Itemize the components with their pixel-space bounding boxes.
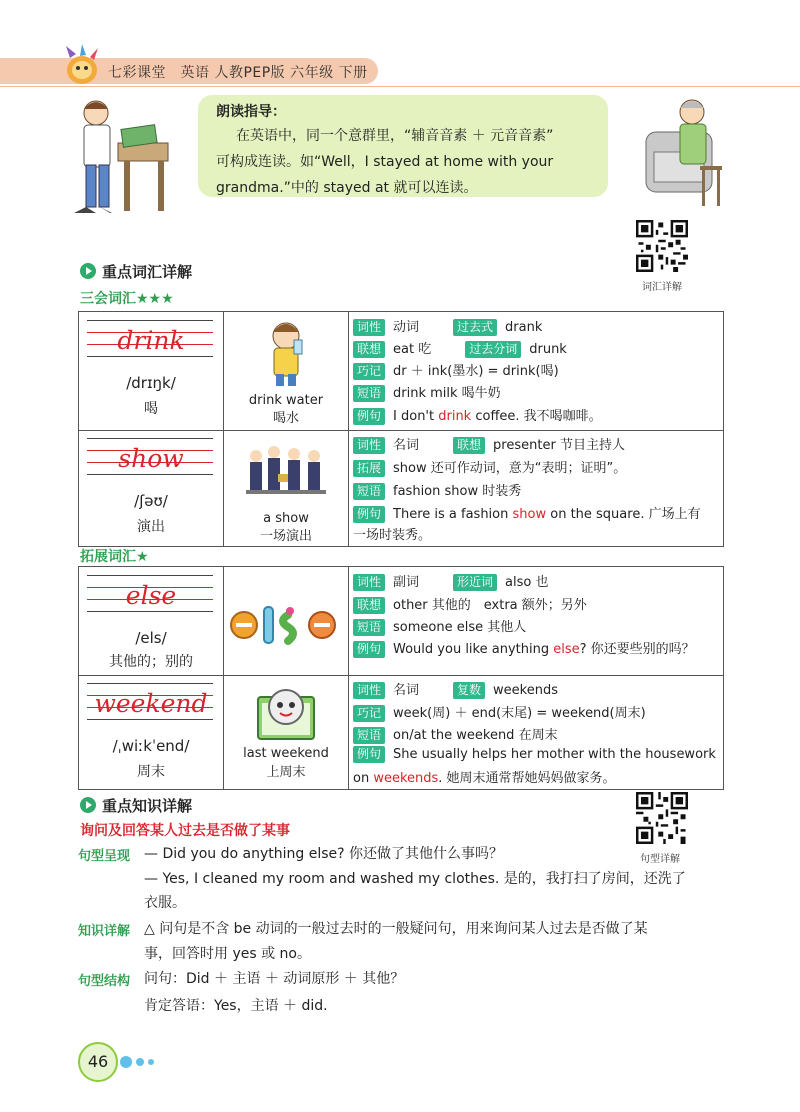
image-caption: a show (263, 511, 309, 526)
word-cell (79, 567, 224, 675)
word: drink (117, 326, 185, 355)
detail-text: drank (505, 320, 543, 335)
section-title: 重点知识详解 (102, 797, 193, 815)
structure-line: 肯定答语：Yes，主语 ＋ did. (144, 998, 328, 1014)
tag-label: 例句 (353, 746, 385, 763)
table-row (79, 567, 723, 676)
detail-text: fashion show 时装秀 (393, 484, 522, 499)
else-letters-illustration (230, 601, 342, 645)
detail-text: show 还可作动词，意为“表明；证明”。 (393, 461, 627, 476)
detail-text: . 她周末通常帮她妈妈做家务。 (438, 771, 616, 786)
table-row (79, 312, 723, 431)
image-caption: 一场演出 (259, 529, 312, 544)
topic-title: 询问及回答某人过去是否做了某事 (80, 823, 290, 839)
section-title: 重点词汇详解 (102, 263, 193, 281)
image-caption: 喝水 (272, 411, 299, 426)
detail-text: also 也 (505, 575, 549, 590)
detail-text: presenter 节目主持人 (493, 438, 625, 453)
tag-label: 联想 (353, 597, 385, 614)
detail-line (353, 724, 558, 744)
phonetic: /ˌwiːkˈend/ (112, 737, 190, 755)
vocab-table (78, 566, 724, 790)
detail-cell (349, 675, 723, 789)
detail-line (353, 338, 567, 358)
detail-line (353, 638, 695, 658)
weekend-calendar-illustration (254, 681, 318, 743)
detail-line (353, 405, 602, 425)
phonetic: /ʃəʊ/ (134, 492, 168, 510)
detail-line: △ 问句是不含 be 动词的一般过去时的一般疑问句，用来询问某人过去是否做了某 (144, 921, 648, 937)
table-row (79, 430, 723, 546)
reading-guide-title: 朗读指导： (216, 104, 286, 120)
detail-text: 副词 (393, 575, 420, 590)
phonetic: /els/ (135, 629, 167, 647)
tag-label: 拓展 (353, 460, 385, 477)
page-dot (148, 1059, 154, 1065)
tag-label: 联想 (453, 437, 485, 454)
page-dot (136, 1058, 144, 1066)
image-caption: 上周末 (266, 765, 306, 780)
tag-label: 复数 (453, 682, 485, 699)
page-dot (120, 1056, 132, 1068)
detail-text: 名词 (393, 438, 420, 453)
detail-line (353, 679, 558, 699)
detail-text: eat 吃 (393, 342, 432, 357)
detail-line (353, 571, 548, 591)
play-icon (80, 797, 96, 813)
label-knowledge-detail: 知识详解 (78, 924, 131, 939)
grandma-armchair-illustration (640, 92, 728, 210)
reading-guide-line: 在英语中，同一个意群里，“辅音音素 ＋ 元音音素” (236, 128, 554, 144)
detail-line (353, 746, 716, 763)
page-number: 46 (78, 1042, 118, 1082)
show-band-illustration (244, 440, 328, 502)
play-icon (80, 263, 96, 279)
tag-label: 例句 (353, 506, 385, 523)
detail-text: coffee. 我不喝咖啡。 (471, 409, 602, 424)
detail-text: other 其他的 extra 额外；另外 (393, 598, 587, 613)
word: weekend (94, 689, 208, 718)
structure-line: 问句：Did ＋ 主语 ＋ 动词原形 ＋ 其他？ (144, 971, 405, 987)
detail-line (353, 434, 625, 454)
detail-text: 一场时装秀。 (353, 528, 432, 543)
detail-line (353, 767, 616, 786)
answer-line: 衣服。 (144, 895, 186, 911)
question-line: — Did you do anything else? 你还做了其他什么事吗？ (144, 846, 504, 862)
detail-text: on/at the weekend 在周末 (393, 728, 558, 743)
detail-text: ? 你还要些别的吗？ (579, 642, 695, 657)
detail-line (353, 382, 501, 402)
detail-text: week(周) ＋ end(末尾) = weekend(周末) (393, 706, 646, 721)
detail-text: on (353, 771, 374, 786)
detail-line (353, 457, 626, 477)
reading-guide-line: 可构成连读。如“Well，I stayed at home with your (216, 154, 554, 170)
image-cell (224, 312, 349, 430)
detail-text: I don't (393, 409, 439, 424)
detail-text: weekends (493, 683, 559, 698)
tag-label: 短语 (353, 619, 385, 636)
detail-cell (349, 430, 723, 546)
word-cell (79, 675, 224, 789)
detail-line (353, 316, 542, 336)
tag-label: 词性 (353, 682, 385, 699)
detail-cell (349, 312, 723, 430)
tag-label: 例句 (353, 641, 385, 658)
table-row (79, 675, 723, 789)
meaning: 演出 (137, 519, 165, 535)
group-title: 拓展词汇★ (80, 549, 149, 565)
tag-label: 短语 (353, 483, 385, 500)
word-cell (79, 430, 224, 546)
image-caption: drink water (248, 393, 324, 408)
qr-caption: 句型详解 (640, 854, 680, 865)
tag-label: 联想 (353, 341, 385, 358)
detail-line (353, 616, 526, 636)
vocab-table (78, 311, 724, 547)
highlight-word: drink (438, 409, 472, 424)
image-cell (224, 567, 349, 675)
tag-label: 形近词 (453, 574, 497, 591)
tag-label: 短语 (353, 385, 385, 402)
detail-text: on the square. 广场上有 (546, 507, 701, 522)
qr-code-icon[interactable] (636, 220, 688, 272)
detail-line (353, 702, 646, 722)
detail-line (353, 524, 431, 543)
tag-label: 巧记 (353, 363, 385, 380)
tag-label: 过去式 (453, 319, 497, 336)
qr-caption: 词汇详解 (642, 282, 682, 293)
tag-label: 词性 (353, 437, 385, 454)
highlight-word: show (512, 507, 547, 522)
label-sentence-structure: 句型结构 (78, 974, 131, 989)
meaning: 周末 (137, 764, 165, 780)
tag-label: 短语 (353, 727, 385, 744)
reading-guide-line: grandma.”中的 stayed at 就可以连读。 (216, 180, 478, 196)
detail-line (353, 503, 701, 523)
detail-text: There is a fashion (393, 507, 513, 522)
tag-label: 巧记 (353, 705, 385, 722)
image-caption: last weekend (243, 746, 329, 761)
image-cell (224, 675, 349, 789)
boy-phone-illustration (66, 95, 176, 217)
drink-water-illustration (258, 318, 314, 388)
mascot-icon (58, 40, 106, 88)
highlight-word: weekends (373, 771, 439, 786)
detail-text: She usually helps her mother with the housework (393, 747, 716, 762)
meaning: 其他的；别的 (109, 654, 193, 670)
detail-line (353, 360, 559, 380)
tag-label: 词性 (353, 574, 385, 591)
detail-text: Would you like anything (393, 642, 554, 657)
detail-text: 动词 (393, 320, 420, 335)
detail-line (353, 594, 587, 614)
highlight-word: else (553, 642, 580, 657)
header-rule (0, 86, 800, 87)
phonetic: /drɪŋk/ (126, 374, 176, 392)
tag-label: 过去分词 (465, 341, 521, 358)
group-title: 三会词汇★★★ (80, 291, 174, 307)
tag-label: 例句 (353, 408, 385, 425)
answer-line: — Yes, I cleaned my room and washed my clothes. 是的，我打扫了房间，还洗了 (144, 871, 686, 887)
word-cell (79, 312, 224, 430)
detail-cell (349, 567, 723, 675)
detail-text: 名词 (393, 683, 420, 698)
detail-text: drunk (529, 342, 567, 357)
detail-line: 事，回答时用 yes 或 no。 (144, 946, 311, 962)
image-cell (224, 430, 349, 546)
tag-label: 词性 (353, 319, 385, 336)
label-sentence-pattern: 句型呈现 (78, 849, 131, 864)
word: else (125, 581, 177, 610)
detail-text: someone else 其他人 (393, 620, 527, 635)
book-title: 七彩课堂 英语 人教PEP版 六年级 下册 (108, 65, 368, 81)
detail-line (353, 480, 521, 500)
qr-code-icon[interactable] (636, 792, 688, 844)
detail-text: drink milk 喝牛奶 (393, 386, 501, 401)
word: show (118, 444, 184, 473)
detail-text: dr ＋ ink(墨水) = drink(喝) (393, 364, 559, 379)
meaning: 喝 (144, 401, 158, 417)
